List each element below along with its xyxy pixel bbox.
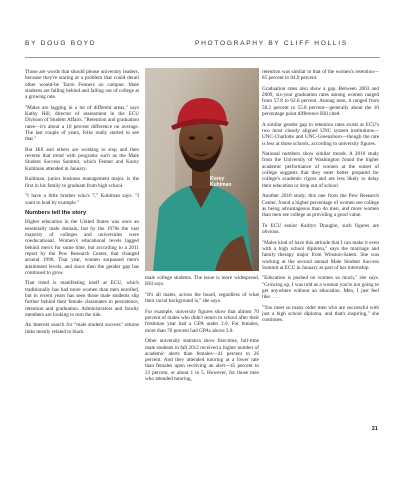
header-rule	[25, 57, 380, 58]
paragraph: "Education is pushed on women so much," she says. "Growing up, I was told as a woman you're not going to get anywhere without an education. Men, I just feel like. . . .	[262, 275, 379, 301]
paragraph: For example, university figures show that almost 70 percent of males who didn't return to school after their freshman year had a GPA under 2.0. For females, more than 70 percent had GPAs above 3.0.	[145, 308, 259, 334]
photo-caption	[210, 176, 231, 188]
paragraph: Higher education in the United States was once an essentially male domain, but by the 1970s the vast majority of colleges and universities were coeducational. Women's educational levels lagged behind men's for some time, but according to a 2011 report by the Pew Research Center, that changed around 1990. That year, women surpassed men's attainment levels, and since then the gender gap has continued to grow.	[25, 219, 139, 276]
author-byline: BY DOUG BOYD	[25, 40, 97, 47]
portrait-illustration	[145, 68, 259, 271]
paragraph: National numbers show similar trends. A 2010 study from the University of Washington found the higher academic performance of women at the outset of college suggests that they enter better prepared for college's academic rigors and are less likely to delay their education or drop out of school.	[262, 151, 379, 189]
paragraph: male college students. The issue is more widespread, Hill says.	[145, 275, 259, 288]
paragraph: That trend is manifesting itself at ECU, which traditionally has had more women than men enrolled, but in recent years has seen those male students slip further behind their female classmates in persistence, retention and graduation. Administrators and faculty members are looking to turn the tide.	[25, 280, 139, 318]
paragraph: But Hill and others are working to stop and then reverse that trend with programs such as the Male Student Success Summit, which Fenner and Korey Kuhlman attended in January.	[25, 146, 139, 172]
paragraph: Another 2010 study, this one from the Pew Research Center, found a higher percentage of women see college as being advantageous than do men, and more women than men see college as providing a good value.	[262, 193, 379, 219]
caption-last-name: Kuhlman	[210, 182, 232, 188]
paragraph: A similar gender gap in retention rates exists at ECU's two most closely aligned UNC system institutions—UNC-Charlotte and UNC-Greensboro—though the rate is less at those schools, according to university figures.	[262, 121, 379, 147]
paragraph: To ECU senior Kaitlyn Draughn, such figures are obvious.	[262, 222, 379, 236]
text-column-1	[25, 69, 139, 339]
paragraph: Graduation rates also show a gap. Between 2003 and 2009, six-year graduation rates among women ranged from 57.8 to 62.6 percent. Among men, it ranged from 50.2 percent to 55.8 percent—generally about the 10 percentage point difference Hill cited.	[262, 85, 379, 118]
paragraph: "You meet so many older men who are successful with just a high school diploma, and that's inspiring," she continues.	[262, 304, 379, 324]
portrait-photo	[145, 68, 259, 271]
photographer-byline: PHOTOGRAPHY BY CLIFF HOLLIS	[195, 40, 348, 47]
paragraph: "I have a little brother who's 7," Kuhlman says. "I want to lead by example."	[25, 193, 139, 206]
paragraph: retention was similar to that of the women's retention—85 percent to 84.9 percent.	[262, 69, 379, 82]
paragraph: "It's all males, across the board, regardless of what their racial background is," she says.	[145, 291, 259, 305]
paragraph: Those are words that should please university leaders, because they're staring at a problem that could derail other would-be Taron Fenners on campus: Male students are falling behind and falling out of college at a growing rate.	[25, 69, 139, 101]
page-number: 21	[371, 426, 378, 432]
text-column-3	[262, 69, 379, 328]
paragraph: "Males kind of have this attitude that I can make it even with a high school diploma," says the marriage and family therapy major from Winston-Salem. She was working at the second annual Male Student Success Summit at ECU in January as part of her internship.	[262, 239, 379, 271]
caption-first-name: Korey	[210, 176, 225, 182]
paragraph: "Males are lagging in a lot of different areas," says Kathy Hill, director of assessment in the ECU Division of Student Affairs. "Retention and graduation rates—it's about a 10 percent difference on average. The last couple of years, folks really started to see that."	[25, 104, 139, 143]
text-column-2	[145, 275, 259, 387]
paragraph: Other university statistics show first-time, full-time male students in fall 2012 received a higher number of academic alerts than females—41 percent to 26 percent. And they attended tutoring at a lower rate than females upon receiving an alert—45 percent to 21 percent, or about 1 in 5. However, for those men who attended tutoring,	[145, 338, 259, 383]
paragraph: An Internet search for "male student success" returns links mostly related to black	[25, 322, 139, 335]
paragraph: Kuhlman, junior business management major, is the first in his family to graduate from high school.	[25, 176, 139, 189]
section-heading: Numbers tell the story	[25, 210, 87, 217]
